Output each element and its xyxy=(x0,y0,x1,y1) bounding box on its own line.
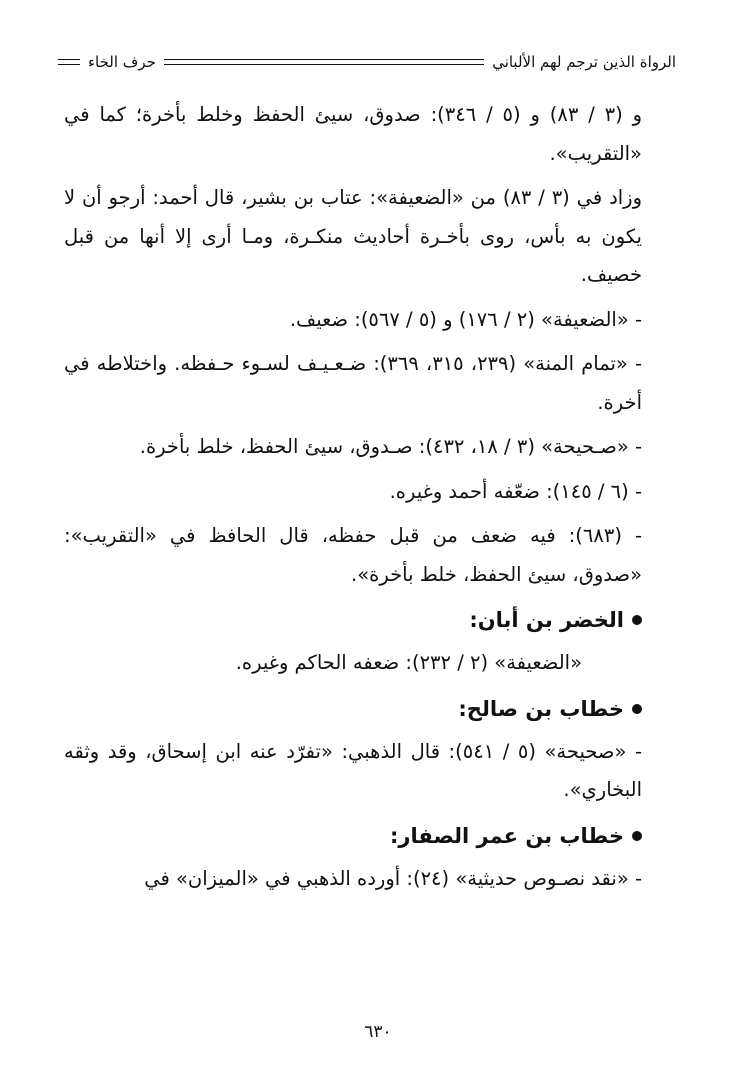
paragraph: - «صحيحة» (٥ / ٥٤١): قال الذهبي: «تفرّد عنه ابن إسحاق، وقد وثقه البخاري». xyxy=(64,739,642,801)
paragraph: وزاد في (٣ / ٨٣) من «الضعيفة»: عتاب بن بشير، قال أحمد: أرجو أن لا يكون به بأس، روى بأخـرة أحاديث منكـرة، ومـا أرى إلا أنها من قبل خصيف. xyxy=(64,186,643,286)
running-title: الرواة الذين ترجم لهم الألباني xyxy=(492,53,676,71)
narrator-name: خطاب بن عمر الصفار: xyxy=(389,823,624,848)
paragraph: «الضعيفة» (٢ / ٢٣٢): ضعفه الحاكم وغيره. xyxy=(235,651,582,674)
bullet-icon xyxy=(632,831,642,841)
page-body xyxy=(64,96,642,906)
bullet-icon xyxy=(632,704,642,714)
running-header xyxy=(58,48,676,76)
bullet-icon xyxy=(632,615,642,625)
paragraph: - «تمام المنة» (٢٣٩، ٣١٥، ٣٦٩): ضـعـيـف لسـوء حـفظه. واختلاطه في أخرة. xyxy=(64,352,642,414)
paragraph: - (٦ / ١٤٥): ضعّفه أحمد وغيره. xyxy=(389,479,642,503)
narrator-heading xyxy=(64,689,642,729)
narrator-heading xyxy=(64,816,642,856)
section-label: حرف الخاء xyxy=(88,53,156,71)
header-rule xyxy=(164,59,484,65)
paragraph: - «صـحيحة» (٣ / ١٨، ٤٣٢): صـدوق، سيئ الحفظ، خلط بأخرة. xyxy=(139,435,642,458)
narrator-heading xyxy=(64,600,642,640)
narrator-name: الخضر بن أبان: xyxy=(469,608,624,632)
header-rule-stub xyxy=(58,59,80,65)
page-number: ٦٣٠ xyxy=(364,1022,392,1042)
narrator-name: خطاب بن صالح: xyxy=(458,696,624,721)
paragraph: - (٦٨٣): فيه ضعف من قبل حفظه، قال الحافظ في «التقريب»: «صدوق، سيئ الحفظ، خلط بأخرة». xyxy=(64,524,642,586)
paragraph: - «نقد نصـوص حديثية» (٢٤): أورده الذهبي في «الميزان» في xyxy=(144,866,642,890)
paragraph: - «الضعيفة» (٢ / ١٧٦) و (٥ / ٥٦٧): ضعيف. xyxy=(289,307,642,331)
paragraph: و (٣ / ٨٣) و (٥ / ٣٤٦): صدوق، سيئ الحفظ وخلط بأخرة؛ كما في «التقريب». xyxy=(64,103,643,165)
